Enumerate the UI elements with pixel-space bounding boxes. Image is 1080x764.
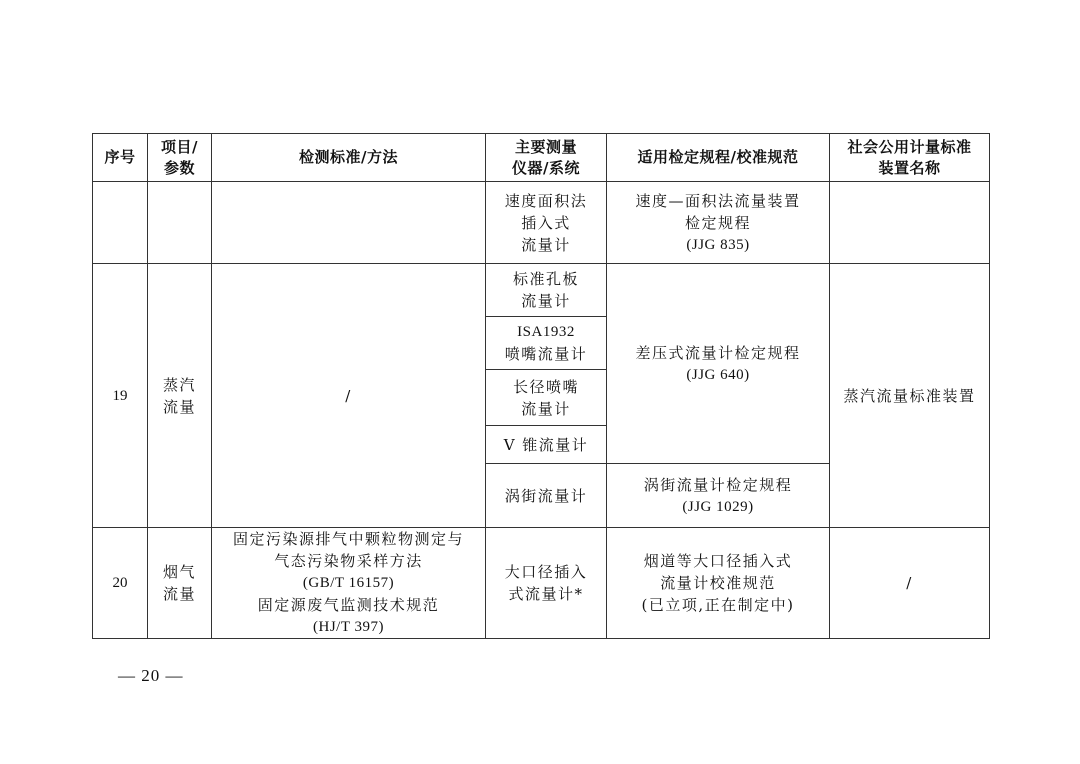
cell-standard: [212, 528, 486, 639]
regulation-code: (JJG 640): [686, 366, 750, 383]
instrument-line: 流量计: [521, 235, 571, 254]
regulation-line: 涡街流量计检定规程: [643, 475, 793, 494]
header-device: [830, 134, 990, 182]
cell-item: [148, 264, 212, 528]
cell-item-empty: [148, 182, 212, 264]
header-item-line: 参数: [163, 158, 195, 177]
page-number: — 20 —: [118, 666, 184, 685]
item-line: 流量: [162, 585, 196, 603]
header-device-line: 装置名称: [878, 158, 941, 177]
cell-device-empty: [830, 182, 990, 264]
standard-code: (GB/T 16157): [302, 575, 395, 591]
instrument-line: 式流量计*: [508, 585, 584, 603]
instrument-line: 速度面积法: [504, 191, 588, 210]
instrument-line: 涡街流量计: [504, 486, 588, 505]
item-line: 流量: [162, 397, 196, 416]
table-row: [93, 528, 990, 639]
cell-seq-empty: [93, 182, 148, 264]
table-header-row: [93, 134, 990, 182]
instrument-line: ISA1932: [517, 324, 575, 340]
header-standard: 检测标准/方法: [212, 134, 486, 182]
cell-instrument: [486, 464, 607, 528]
cell-regulation: [607, 464, 830, 528]
header-instrument-line: 主要测量: [514, 137, 577, 156]
regulation-line: 速度—面积法流量装置: [635, 191, 801, 210]
instrument-line: 标准孔板: [512, 270, 579, 288]
cell-device: 蒸汽流量标准装置: [830, 264, 990, 528]
standard-line: 气态污染物采样方法: [274, 552, 423, 570]
cell-instrument: [486, 528, 607, 639]
cell-device: /: [830, 528, 990, 639]
header-instrument-line: 仪器/系统: [512, 158, 580, 177]
instrument-line: 大口径插入: [504, 563, 588, 581]
regulation-code: (JJG 835): [686, 236, 750, 253]
instrument-line: 流量计: [521, 399, 571, 418]
table-row: [93, 182, 990, 264]
instrument-line: 流量计: [521, 292, 571, 310]
instrument-line: 长径喷嘴: [512, 377, 579, 396]
instrument-line: V 锥流量计: [503, 435, 589, 454]
regulation-line: 差压式流量计检定规程: [635, 343, 801, 362]
cell-regulation: [607, 528, 830, 639]
header-item-line: 项目/: [161, 137, 198, 156]
table-row: [93, 264, 990, 317]
regulation-line: 烟道等大口径插入式: [643, 552, 793, 570]
header-item: [148, 134, 212, 182]
header-device-line: 社会公用计量标准: [847, 137, 972, 156]
standard-line: 固定污染源排气中颗粒物测定与: [232, 530, 464, 548]
cell-instrument: [486, 182, 607, 264]
regulation-line: 检定规程: [684, 213, 751, 232]
item-line: 蒸汽: [162, 375, 196, 394]
item-line: 烟气: [162, 563, 196, 581]
cell-regulation: [607, 182, 830, 264]
regulation-line: (已立项,正在制定中): [641, 596, 795, 614]
cell-instrument: [486, 317, 607, 370]
instrument-line: 喷嘴流量计: [504, 345, 588, 363]
metrology-standards-table: [92, 133, 990, 639]
cell-instrument: [486, 426, 607, 464]
cell-instrument: [486, 264, 607, 317]
document-page: [92, 133, 989, 646]
header-seq: 序号: [93, 134, 148, 182]
cell-seq: 19: [93, 264, 148, 528]
cell-instrument: [486, 370, 607, 426]
regulation-code: (JJG 1029): [682, 498, 754, 515]
regulation-line: 流量计校准规范: [660, 574, 776, 592]
cell-seq: 20: [93, 528, 148, 639]
cell-standard-empty: [212, 182, 486, 264]
standard-code: (HJ/T 397): [313, 619, 384, 635]
standard-line: 固定源废气监测技术规范: [257, 596, 440, 614]
cell-regulation: [607, 264, 830, 464]
instrument-line: 插入式: [521, 213, 571, 232]
cell-item: [148, 528, 212, 639]
header-regulation: 适用检定规程/校准规范: [607, 134, 830, 182]
header-instrument: [486, 134, 607, 182]
cell-standard: /: [212, 264, 486, 528]
